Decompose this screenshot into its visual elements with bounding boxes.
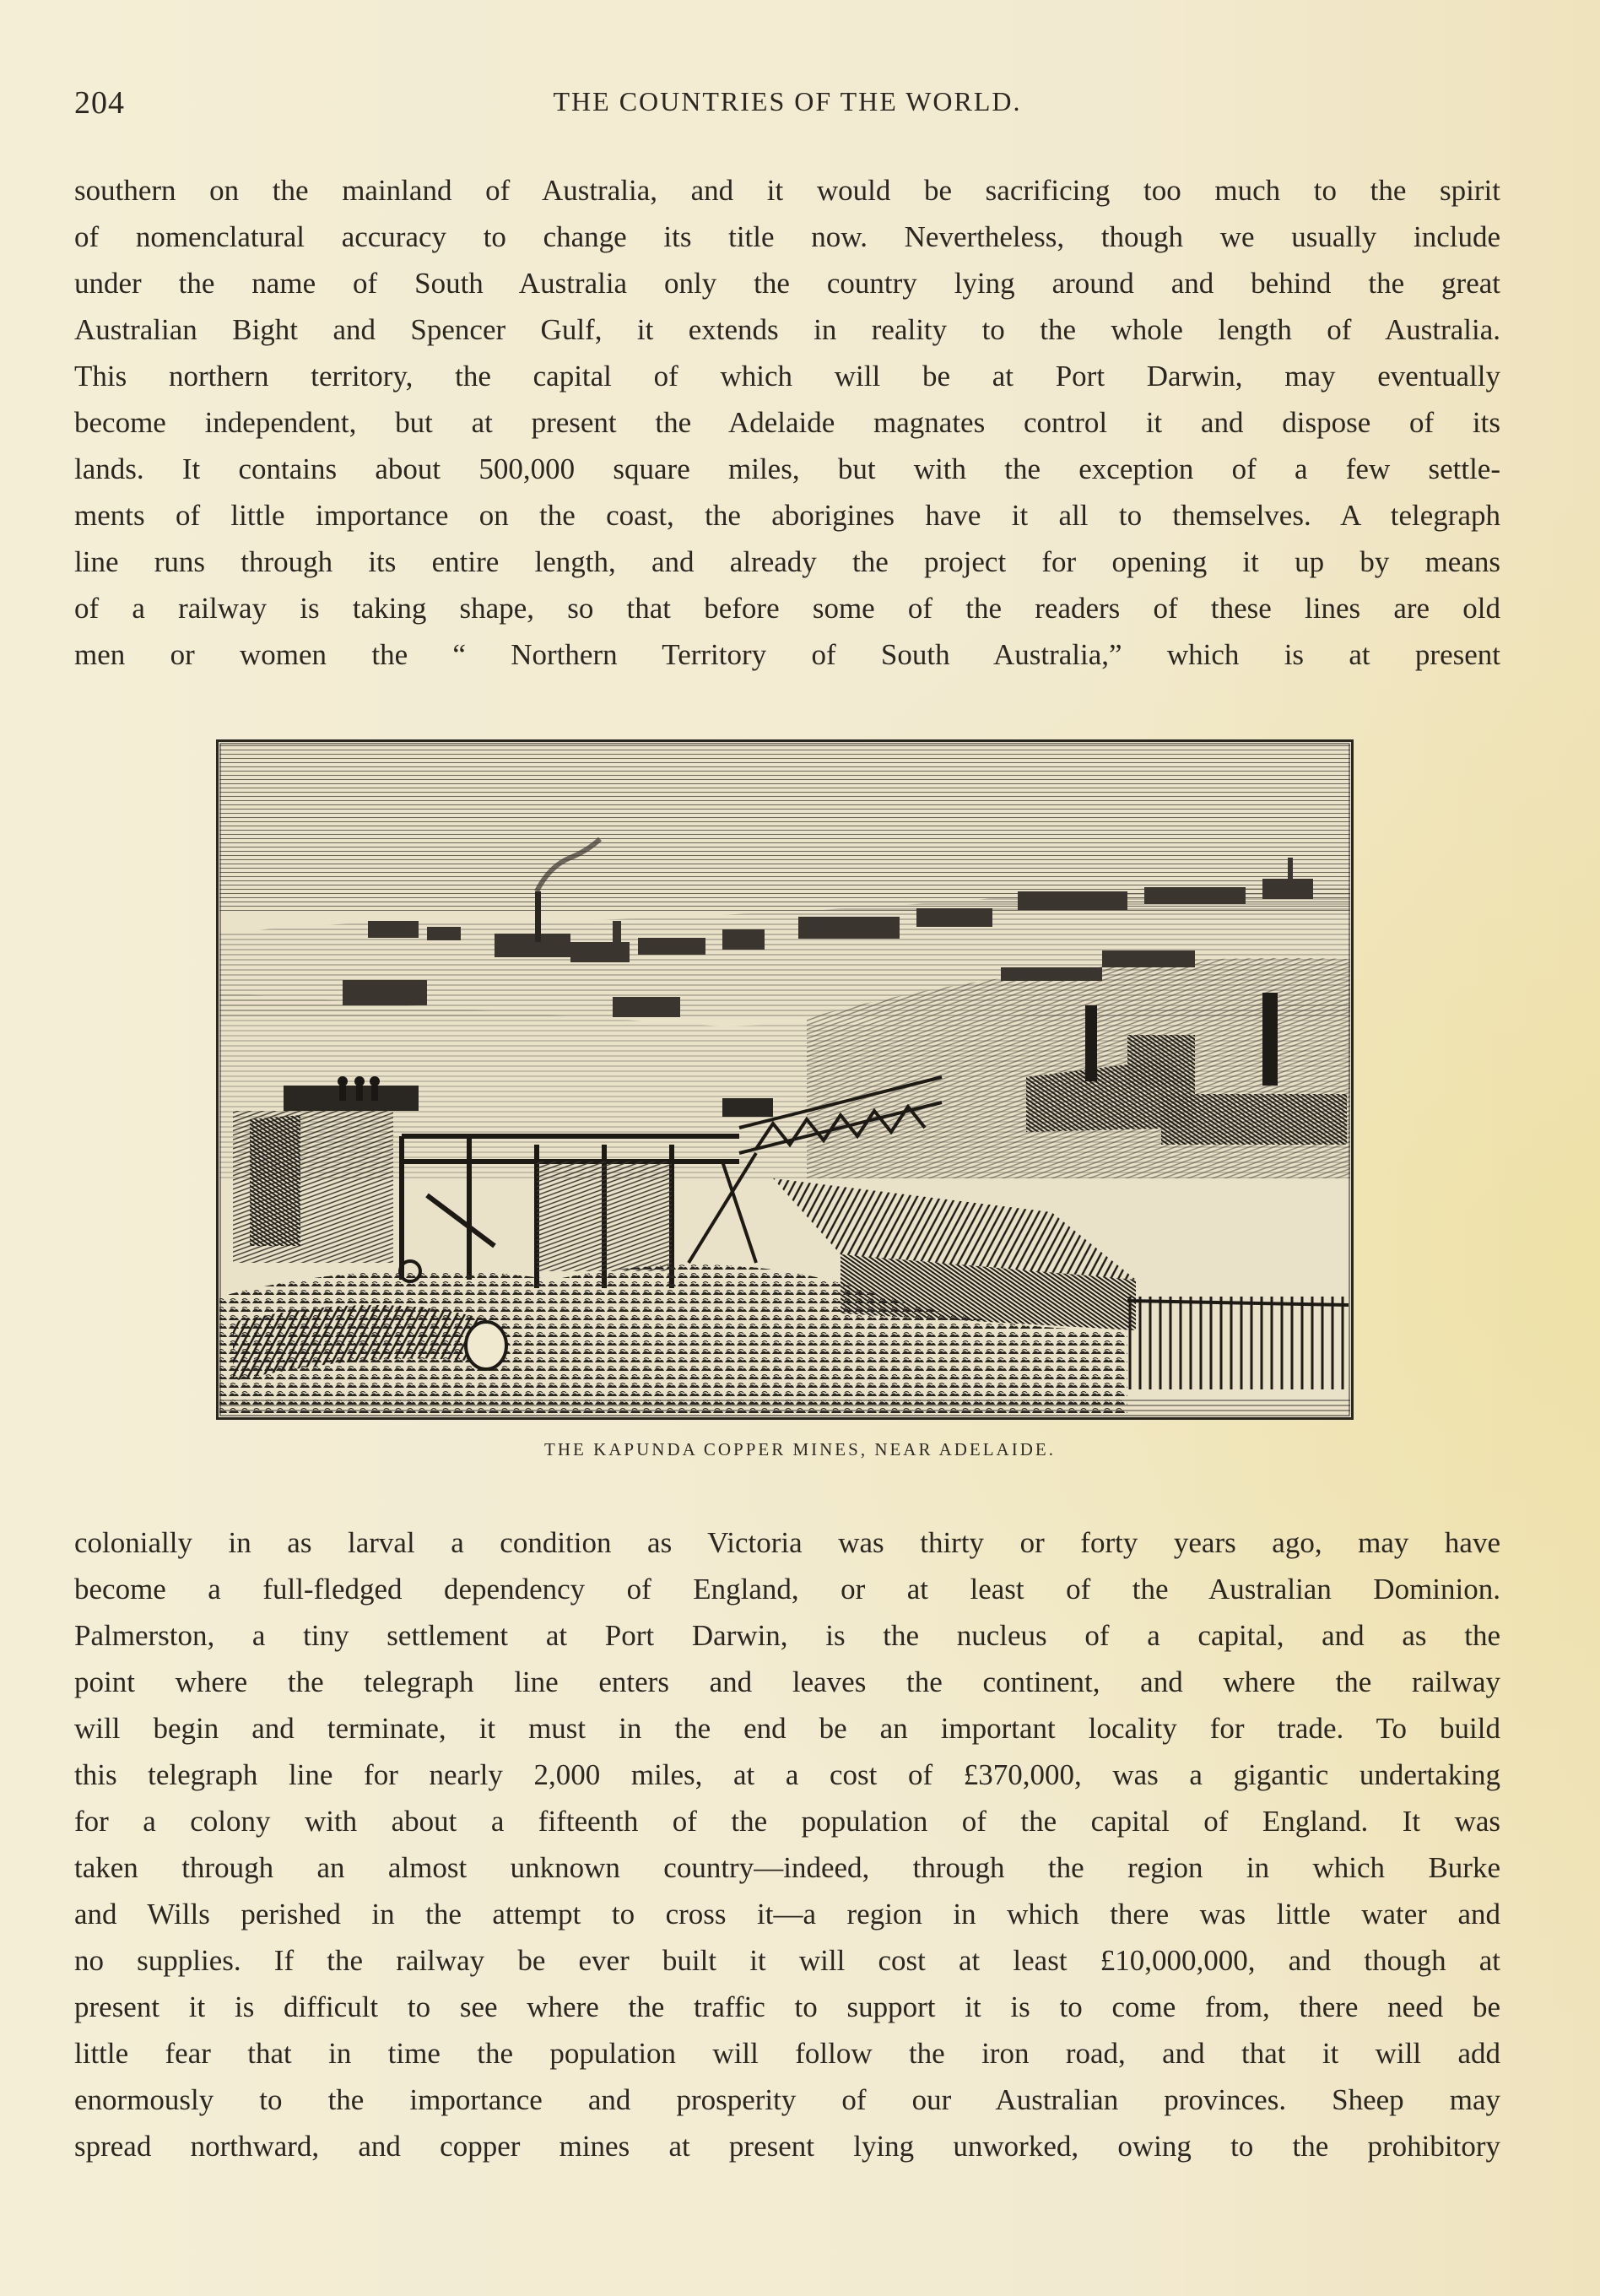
text-line: of nomenclatural accuracy to change its title now. Nevertheless, though we usually include (74, 220, 1500, 253)
text-line: southern on the mainland of Australia, and it would be sacrificing too much to the spirit (74, 174, 1500, 207)
text-line: of a railway is taking shape, so that before some of the readers of these lines are old (74, 592, 1500, 625)
engraving-illustration (216, 739, 1354, 1420)
text-line: men or women the “ Northern Territory of South Australia,” which is at present (74, 638, 1500, 671)
text-line: become independent, but at present the Adelaide magnates control it and dispose of its (74, 406, 1500, 439)
text-line: Palmerston, a tiny settlement at Port Darwin, is the nucleus of a capital, and as the (74, 1619, 1500, 1652)
text-line: this telegraph line for nearly 2,000 miles, at a cost of £370,000, was a gigantic undertaking (74, 1758, 1500, 1791)
text-line: taken through an almost unknown country—indeed, through the region in which Burke (74, 1851, 1500, 1884)
text-line: This northern territory, the capital of which will be at Port Darwin, may eventually (74, 360, 1500, 393)
text-line: little fear that in time the population will follow the iron road, and that it will add (74, 2037, 1500, 2070)
text-line: lands. It contains about 500,000 square miles, but with the exception of a few settle- (74, 452, 1500, 485)
text-line: colonially in as larval a condition as Victoria was thirty or forty years ago, may have (74, 1526, 1500, 1559)
text-line: present it is difficult to see where the traffic to support it is to come from, there need be (74, 1990, 1500, 2023)
text-line: line runs through its entire length, and already the project for opening it up by means (74, 545, 1500, 578)
text-line: ments of little importance on the coast, the aborigines have it all to themselves. A telegraph (74, 499, 1500, 532)
text-line: enormously to the importance and prosperity of our Australian provinces. Sheep may (74, 2083, 1500, 2116)
text-line: spread northward, and copper mines at present lying unworked, owing to the prohibitory (74, 2130, 1500, 2163)
text-line: will begin and terminate, it must in the end be an important locality for trade. To build (74, 1712, 1500, 1745)
text-line: Australian Bight and Spencer Gulf, it extends in reality to the whole length of Australia. (74, 313, 1500, 346)
running-head (74, 84, 1500, 123)
running-title: THE COUNTRIES OF THE WORLD. (553, 86, 1022, 116)
text-line: and Wills perished in the attempt to cross it—a region in which there was little water and (74, 1898, 1500, 1930)
text-line: become a full-fledged dependency of England, or at least of the Australian Dominion. (74, 1573, 1500, 1606)
body-text-top (74, 167, 1500, 678)
text-line: no supplies. If the railway be ever built it will cost at least £10,000,000, and though at (74, 1944, 1500, 1977)
text-line: under the name of South Australia only the country lying around and behind the great (74, 267, 1500, 300)
page-number: 204 (74, 85, 125, 121)
body-text-bottom (74, 1519, 1500, 2169)
figure-caption: THE KAPUNDA COPPER MINES, NEAR ADELAIDE. (544, 1439, 1056, 1459)
text-line: for a colony with about a fifteenth of the population of the capital of England. It was (74, 1805, 1500, 1838)
text-line: point where the telegraph line enters and leaves the continent, and where the railway (74, 1665, 1500, 1698)
